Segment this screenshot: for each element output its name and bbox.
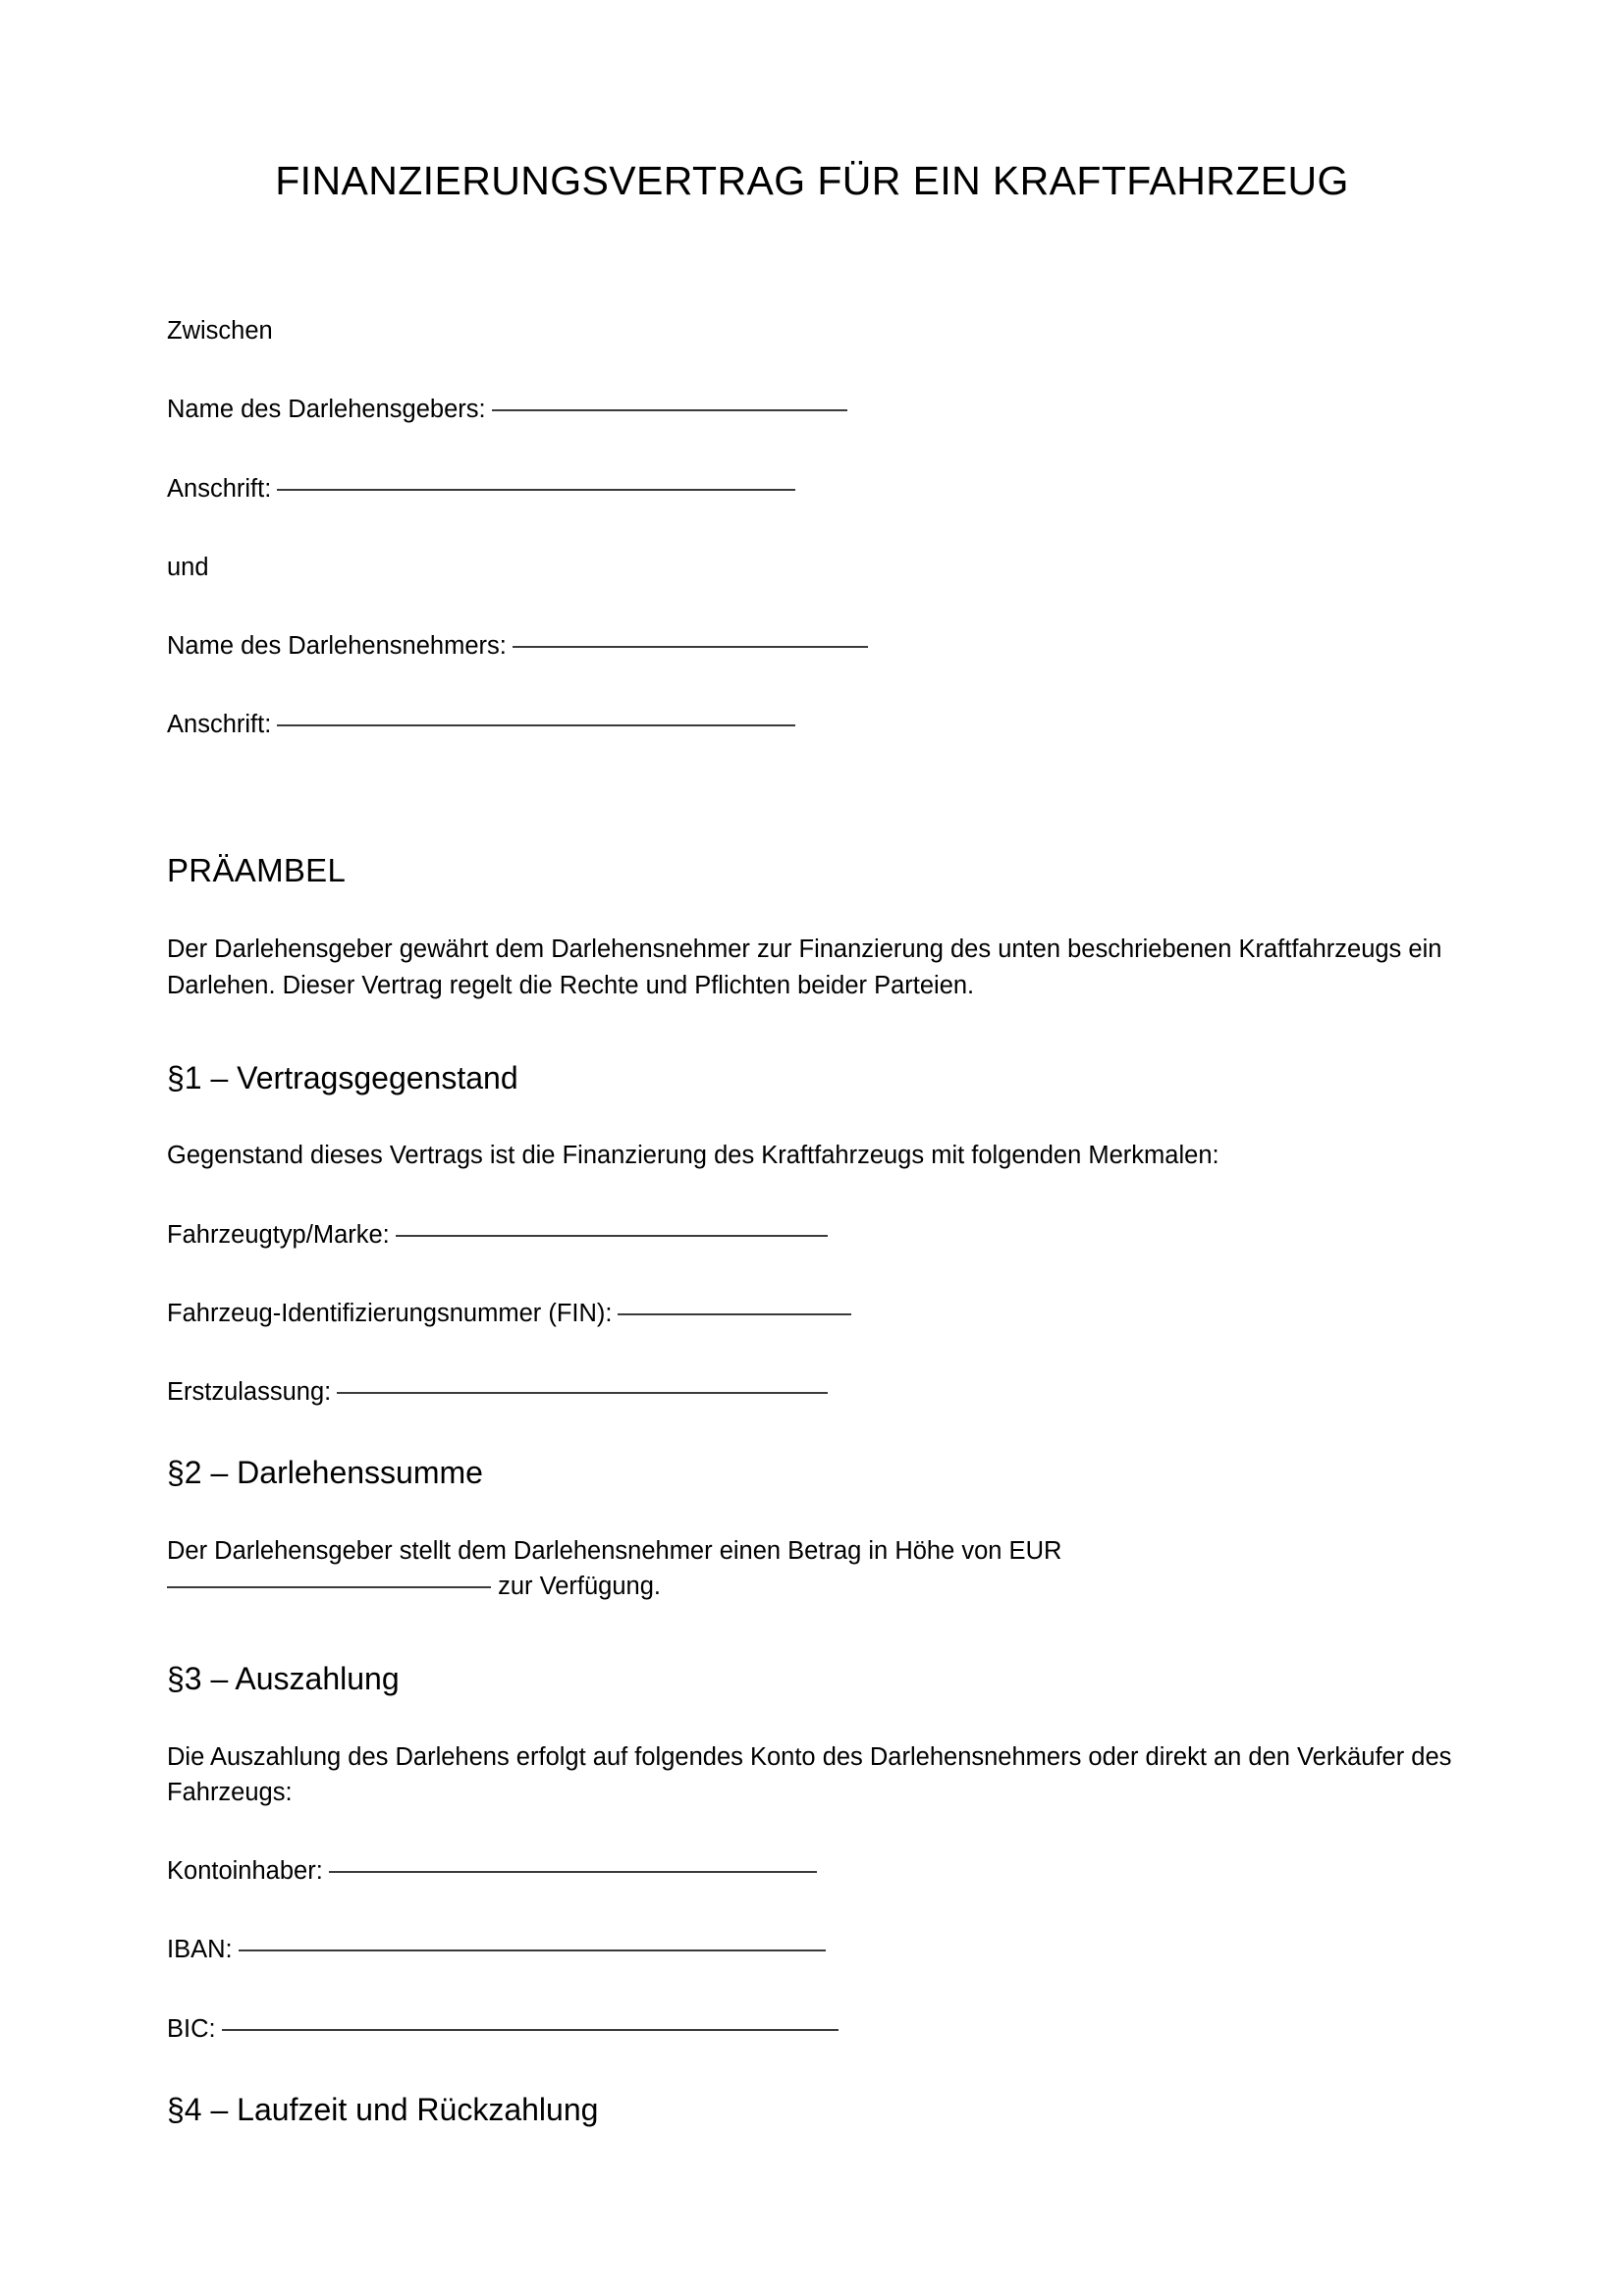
- section-1-body: Gegenstand dieses Vertrags ist die Finanzierung des Kraftfahrzeugs mit folgenden Merkmalen:: [167, 1142, 1219, 1170]
- lender-address-input-blank[interactable]: [277, 489, 795, 491]
- spacer: [167, 742, 1457, 850]
- spacer: [167, 1003, 1457, 1058]
- loan-amount-text-after: zur Verfügung.: [498, 1572, 661, 1600]
- lender-name-row: [167, 392, 1457, 427]
- section-3-heading: §3 – Auszahlung: [167, 1661, 400, 1697]
- parties-conjunction-row: [167, 550, 1457, 585]
- borrower-address-row: [167, 707, 1457, 742]
- lender-name-label: Name des Darlehensgebers:: [167, 396, 486, 424]
- borrower-name-label: Name des Darlehensnehmers:: [167, 632, 507, 660]
- parties-block: [167, 313, 1457, 742]
- parties-conjunction-label: und: [167, 553, 209, 581]
- loan-amount-input-blank[interactable]: [167, 1586, 491, 1588]
- preamble-heading: PRÄAMBEL: [167, 852, 347, 889]
- bic-row: [167, 2011, 1457, 2047]
- section-2-heading: §2 – Darlehenssumme: [167, 1455, 483, 1491]
- spacer: [167, 892, 1457, 932]
- spacer: [167, 205, 1457, 313]
- spacer: [167, 1700, 1457, 1739]
- section-1: [167, 1058, 1457, 1410]
- spacer: [167, 1174, 1457, 1217]
- borrower-address-input-blank[interactable]: [277, 724, 795, 726]
- vin-row: [167, 1296, 1457, 1331]
- document-title: FINANZIERUNGSVERTRAG FÜR EIN KRAFTFAHRZEUG: [275, 158, 1349, 203]
- loan-amount-text-before: Der Darlehensgeber stellt dem Darlehensnehmer einen Betrag in Höhe von EUR: [167, 1536, 1062, 1565]
- lender-name-input-blank[interactable]: [492, 409, 847, 411]
- section-4-heading: §4 – Laufzeit und Rückzahlung: [167, 2091, 599, 2127]
- account-holder-input-blank[interactable]: [329, 1871, 817, 1873]
- lender-address-row: [167, 471, 1457, 507]
- section-2-body: [167, 1533, 1457, 1604]
- preamble-body: Der Darlehensgeber gewährt dem Darlehensnehmer zur Finanzierung des unten beschriebenen Kraftfahrzeugs ein Darlehen. Dieser Vertrag regelt die Rechte und Pflichten beider Parteien.: [167, 935, 1442, 999]
- parties-intro: [167, 313, 1457, 348]
- borrower-name-input-blank[interactable]: [513, 646, 868, 648]
- lender-address-label: Anschrift:: [167, 474, 272, 503]
- first-registration-row: [167, 1374, 1457, 1410]
- spacer: [167, 1604, 1457, 1659]
- preamble-section: [167, 850, 1457, 1002]
- vehicle-type-label: Fahrzeugtyp/Marke:: [167, 1220, 390, 1249]
- bic-label: BIC:: [167, 2014, 216, 2043]
- spacer: [167, 1098, 1457, 1138]
- account-holder-label: Kontoinhaber:: [167, 1857, 323, 1886]
- borrower-address-label: Anschrift:: [167, 711, 272, 739]
- iban-input-blank[interactable]: [239, 1949, 826, 1951]
- account-holder-row: [167, 1853, 1457, 1889]
- spacer: [167, 1810, 1457, 1853]
- first-registration-input-blank[interactable]: [337, 1392, 828, 1394]
- section-3-body: Die Auszahlung des Darlehens erfolgt auf folgendes Konto des Darlehensnehmers oder direkt an den Verkäufer des Fahrzeugs:: [167, 1742, 1452, 1806]
- spacer: [167, 1494, 1457, 1533]
- bic-input-blank[interactable]: [222, 2029, 839, 2031]
- parties-intro-label: Zwischen: [167, 317, 273, 346]
- vehicle-type-input-blank[interactable]: [396, 1235, 828, 1237]
- section-2: [167, 1453, 1457, 1604]
- spacer: [167, 1410, 1457, 1453]
- iban-row: [167, 1932, 1457, 1967]
- spacer: [167, 2047, 1457, 2090]
- vin-input-blank[interactable]: [618, 1313, 851, 1315]
- iban-label: IBAN:: [167, 1936, 233, 1964]
- first-registration-label: Erstzulassung:: [167, 1377, 332, 1406]
- section-1-heading: §1 – Vertragsgegenstand: [167, 1059, 518, 1095]
- section-4: [167, 2090, 1457, 2131]
- vehicle-type-row: [167, 1217, 1457, 1253]
- vin-label: Fahrzeug-Identifizierungsnummer (FIN):: [167, 1299, 613, 1327]
- borrower-name-row: [167, 628, 1457, 664]
- section-3: [167, 1659, 1457, 2047]
